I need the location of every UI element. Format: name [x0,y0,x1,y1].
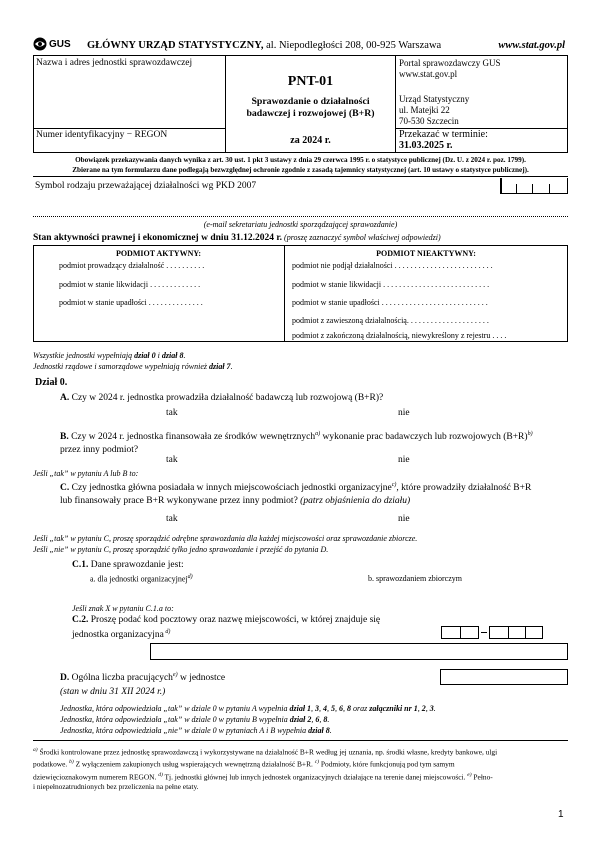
form-title-line1: Sprawozdanie o działalności [251,96,370,107]
question-b-text1: Czy w 2024 r. jednostka finansowała ze środków wewnętrznych [68,432,316,443]
footnote-line1 [33,745,568,757]
fill-instructions [33,350,233,372]
question-c [60,479,531,508]
inactive-option-4[interactable]: podmiot z zawieszoną działalnością. . . . . . . . . . . . . . . . . . . . . [292,316,489,325]
name-address-label: Nazwa i adres jednostki sprawozdawczej [36,58,193,68]
question-b-sup2: b) [527,431,533,437]
active-option-2[interactable]: podmiot w stanie likwidacji . . . . . . . . . . . . . [59,280,201,289]
question-b [60,428,533,457]
sum1m: oraz [351,704,370,713]
question-c1-text: Dane sprawozdanie jest: [88,560,184,570]
footnote-d-sup: d) [158,771,163,778]
postal-code-part1-input[interactable] [441,626,479,639]
header-street: al. Niepodległości 208, 00-925 Warszawa [263,40,442,51]
status-title-text: Stan aktywności prawnej i ekonomicznej w dniu 31.12.2024 r. [33,233,283,243]
sum2f: 8 [323,715,328,724]
sum1f: 4 [323,704,328,713]
instr-l1e: . [183,351,186,360]
footnote-c-sup: c) [314,759,319,766]
footnote-c: Podmioty, które funkcjonują pod tym samym [319,759,455,769]
if-x-c1a: Jeśli znak X w pytaniu C.1.a to: [72,604,174,613]
section0-title: Dział 0. [35,377,68,388]
question-c1-option-b[interactable]: b. sprawozdaniem zbiorczym [368,574,462,583]
sum1i: , [335,704,340,713]
question-d-line2: (stan w dniu 31 XII 2024 r.) [60,687,166,698]
sum1r: 3 [429,704,434,713]
sum1c: , [311,704,316,713]
form-year: za 2024 r. [290,135,331,146]
question-a-label: A. [60,393,70,403]
question-b-text2: wykonanie prac badawczych lub rozwojowych (B+R) [320,432,528,443]
page-number: 1 [558,809,564,820]
sum2a: Jednostka, która odpowiedziała „tak” w dziale 0 w pytaniu B wypełnia [60,715,290,724]
question-c1-option-a-sup: d) [187,574,193,580]
question-c2-text2: jednostka organizacyjna [72,630,164,641]
if-c-no: Jeśli „nie” w pytaniu C, proszę sporządzić tylko jedno sprawozdanie i przejść do pytania D. [33,545,329,554]
question-c2-text1: Proszę podać kod pocztowy oraz nazwę miejscowości, w której znajduje się [88,615,381,625]
regon-label-text: Numer identyfikacyjny − REGON [36,130,168,140]
header-address [87,40,441,51]
question-c1-option-a-text: a. dla jednostki organizacyjnej [90,574,188,584]
instr-l1d: dział 8 [161,351,184,360]
question-c1-label: C.1. [72,560,89,570]
instr-line1 [33,350,233,361]
question-a [60,393,383,403]
question-a-yes[interactable]: tak [166,408,178,418]
sum2b: dział 2 [289,715,312,724]
footnote-e: Pełno- [471,772,493,782]
question-d-line1 [60,668,225,685]
instr-l1c: i [155,351,162,360]
employees-input[interactable] [440,669,568,685]
inactive-option-1[interactable]: podmiot nie podjął działalności . . . . . . . . . . . . . . . . . . . . . . . . . [292,261,493,270]
question-c-yes[interactable]: tak [166,514,178,524]
if-c-yes: Jeśli „tak” w pytaniu C, proszę sporządzić odrębne sprawozdania dla każdej miejscowości oraz sprawozdanie zbiorcze. [33,534,418,543]
sum1n: załączniki nr 1 [369,704,418,713]
portal-info [399,58,500,80]
footnote-divider [33,740,568,741]
sum1l: 8 [347,704,352,713]
portal-name: Portal sprawozdawczy GUS [399,58,501,68]
question-c2 [72,614,380,641]
form-title [226,96,395,120]
status-title [33,233,441,243]
question-c-no[interactable]: nie [398,514,410,524]
footnote-e-sup: e) [467,771,472,778]
sum1g: , [327,704,332,713]
inactive-option-5[interactable]: podmiot z zakończoną działalnością, niewykreślony z rejestru . . . . [292,331,507,340]
question-d-sup: e) [172,672,178,678]
legal-line1: Obowiązek przekazywania danych wynika z art. 30 ust. 1 pkt 3 ustawy z dnia 29 czerwca 1995 r. o statystyce publicznej (Dz. U. z 2024 r. poz. 1799). [75,156,526,164]
sum1j: 6 [339,704,344,713]
instr-l2a: Jednostki rządowe i samorządowe wypełniają również [33,362,209,371]
sum1s: . [433,704,436,713]
header-url: www.stat.gov.pl [498,40,565,51]
header-org: GŁÓWNY URZĄD STATYSTYCZNY, [87,40,264,51]
question-b-line2: przez inny podmiot? [60,445,139,456]
footnote-a-sup: a) [33,747,38,753]
question-c-sup: c) [391,482,397,488]
sum1p: 2 [421,704,426,713]
question-b-line1 [60,428,533,444]
question-c2-sup: d) [163,629,171,635]
question-a-no[interactable]: nie [398,408,410,418]
sum1d: 3 [315,704,320,713]
email-input[interactable] [33,216,568,217]
question-c2-line2 [72,626,380,641]
summary-line3 [60,725,436,736]
question-c-text1: Czy jednostka główna posiadała w innych miejscowościach jednostki organizacyjne [69,483,392,494]
inactive-header: PODMIOT NIEAKTYWNY: [376,249,476,258]
pkd-label: Symbol rodzaju przeważającej działalności wg PKD 2007 [35,181,257,191]
postal-code-part2-input[interactable] [489,626,543,639]
deadline-date: 31.03.2025 r. [399,140,453,151]
instr-l1a: Wszystkie jednostki wypełniają [33,351,135,360]
sum1a: Jednostka, która odpowiedziała „tak” w dziale 0 w pytaniu A wypełnia [60,704,290,713]
footnote-b: Z wyłączeniem zakupionych usług wspierających wewnętrzną działalność B+R. [73,759,315,769]
active-option-1[interactable]: podmiot prowadzący działalność . . . . . . . . . . [59,261,205,270]
question-c2-line1 [72,614,380,626]
legal-notice [33,156,568,175]
active-option-3[interactable]: podmiot w stanie upadłości . . . . . . . . . . . . . . [59,298,203,307]
question-b-sup1: a) [315,431,321,437]
office-line1: Urząd Statystyczny [399,94,470,104]
sum3a: Jednostka, która odpowiedziała „nie” w dziale 0 w pytaniach A i B wypełnia [60,726,309,735]
question-d-text2: w jednostce [177,673,226,684]
form-title-line2: badawczej i rozwojowej (B+R) [246,108,375,119]
sum1q: , [425,704,430,713]
question-c-text3: lub finansowały prace B+R wykonywane przez inny podmiot? [60,496,298,507]
footnote-line4: i niepełnozatrudnionych bez przeliczenia na pełne etaty. [33,782,199,792]
sum1b: dział 1 [289,704,312,713]
sum3c: . [329,726,332,735]
sum2c: , [311,715,316,724]
footnote-line2 [33,757,568,769]
deadline-label: Przekazać w terminie: [399,129,488,140]
footnotes [33,745,568,792]
summary-line1 [60,703,436,714]
active-header: PODMIOT AKTYWNY: [115,249,202,258]
sum2d: 6 [315,715,320,724]
sum3b: dział 8 [308,726,330,735]
office-line2: ul. Matejki 22 [399,105,450,115]
question-b-no[interactable]: nie [398,455,410,465]
gus-logo-icon [33,37,47,51]
question-c-line2 [60,495,531,508]
footnote-b-sup: b) [69,759,74,766]
sum1k: , [343,704,348,713]
question-c1-option-a[interactable] [90,574,193,584]
regon-label [36,130,167,140]
pkd-input[interactable] [500,178,568,194]
question-c-label: C. [60,483,70,494]
footnote-d: Tj. jednostki głównej lub innych jednostek organizacyjnych działające na terenie danej miejscowości. [162,772,468,782]
locality-input[interactable] [150,643,568,660]
sum2e: , [319,715,324,724]
instr-line2 [33,361,233,372]
status-table [33,245,568,342]
question-a-text: Czy w 2024 r. jednostka prowadziła działalność badawczą lub rozwojową (B+R)? [69,393,384,403]
question-c-text2: , które prowadziły działalność B+R [396,483,532,494]
question-b-yes[interactable]: tak [166,455,178,465]
deadline [399,129,488,151]
question-d-label: D. [60,673,70,684]
legal-line2: Zbierane na tym formularzu dane podlegają bezwzględnej ochronie zgodnie z zasadą tajemnicy statystycznej (art. 10 ustawy o statystyce publicznej). [72,165,529,174]
if-a-or-b: Jeśli „tak” w pytaniu A lub B to: [33,469,139,478]
email-caption: (e-mail sekretariatu jednostki sporządzającej sprawozdanie) [203,220,398,229]
sum1e: , [319,704,324,713]
question-c-note: (patrz objaśnienia do działu) [297,496,411,507]
footnote-a: Środki kontrolowane przez jednostkę sprawozdawczą i wykorzystywane na działalność B+R według jej uznania, np. środki własne, kredyty bankowe, ulgi [37,747,498,757]
instr-l2c: . [230,362,233,371]
question-d [60,668,225,699]
gus-logo-text: GUS [49,39,71,50]
inactive-option-2[interactable]: podmiot w stanie likwidacji . . . . . . . . . . . . . . . . . . . . . . . . . . . [292,280,490,289]
question-c2-label: C.2. [72,615,89,625]
footnote-line3 [33,770,568,782]
instr-l2b: dział 7 [209,362,231,371]
sum2g: . [327,715,330,724]
summary-instructions [60,703,436,736]
instr-l1b: dział 0 [134,351,156,360]
sum1o: , [417,704,422,713]
form-code: PNT-01 [287,74,334,89]
office-line3: 70-530 Szczecin [399,116,459,126]
question-b-label: B. [60,432,69,443]
office-address [399,94,469,127]
question-c-line1 [60,479,531,495]
sum1h: 5 [331,704,336,713]
portal-url: www.stat.gov.pl [399,69,458,79]
footnote-a2: podatkowe. [33,759,70,769]
question-d-text1: Ogólna liczba pracujących [69,673,173,684]
summary-line2 [60,714,436,725]
footnote-c2: dziewięcioznakowym numerem REGON. [33,772,159,782]
question-c-instructions [33,533,417,555]
inactive-option-3[interactable]: podmiot w stanie upadłości . . . . . . . . . . . . . . . . . . . . . . . . . . . [292,298,488,307]
status-note: (proszę zaznaczyć symbol właściwej odpowiedzi) [282,233,441,242]
question-c1 [72,560,184,570]
